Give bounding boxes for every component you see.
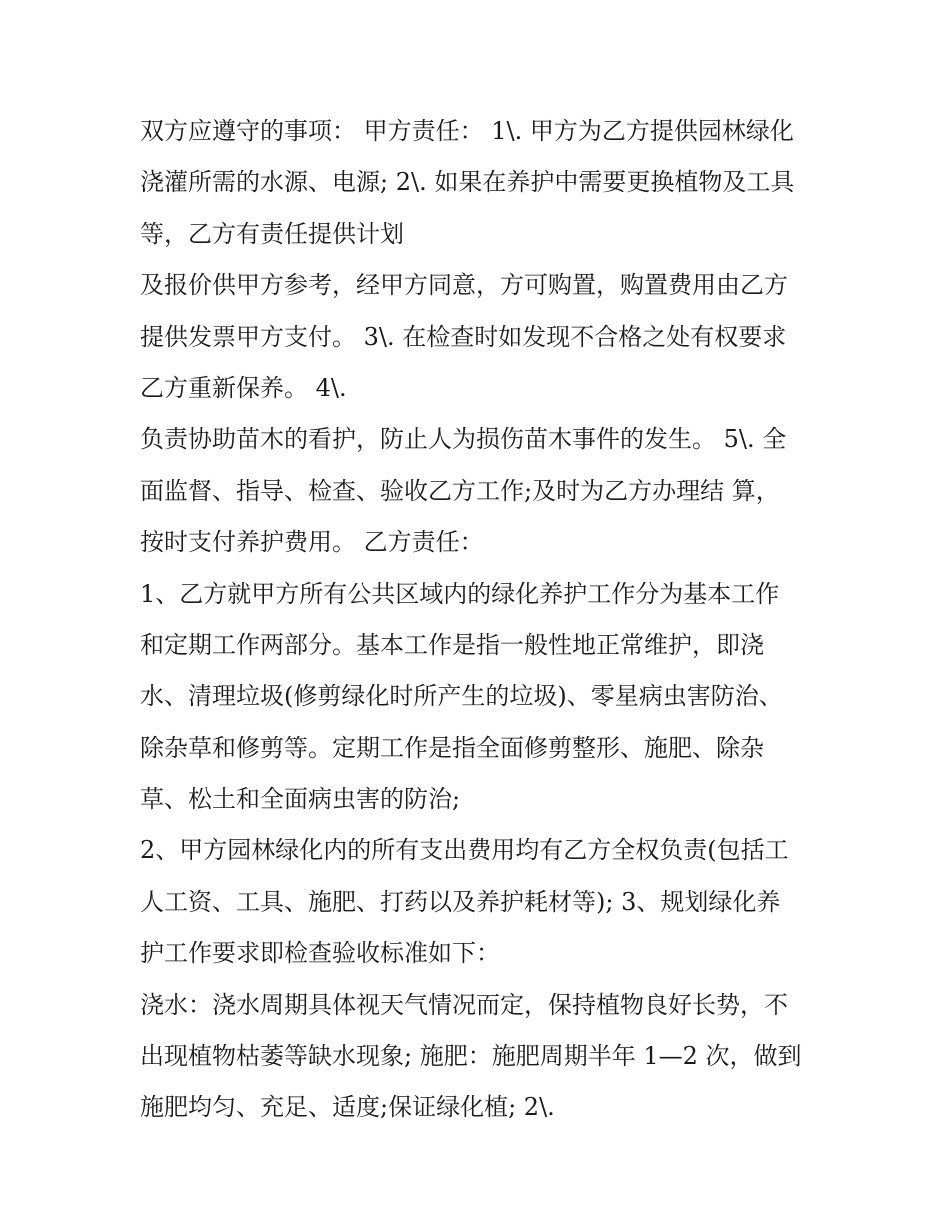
text-line: 草、松土和全面病虫害的防治; (140, 785, 461, 814)
text-line: 1、乙方就甲方所有公共区域内的绿化养护工作分为基本工作 (140, 579, 780, 608)
text-line: 提供发票甲方支付。 3\. 在检查时如发现不合格之处有权要求 (140, 322, 787, 351)
text-line: 双方应遵守的事项： 甲方责任： 1\. 甲方为乙方提供园林绿化 (140, 117, 794, 145)
text-line: 水、清理垃圾(修剪绿化时所产生的垃圾)、零星病虫害防治、 (140, 682, 783, 711)
document-body (140, 106, 820, 1134)
text-line: 护工作要求即检查验收标准如下： (140, 939, 500, 968)
text-line: 及报价供甲方参考，经甲方同意，方可购置，购置费用由乙方 (140, 271, 788, 300)
text-line: 负责协助苗木的看护，防止人为损伤苗木事件的发生。 5\. 全 (140, 425, 787, 454)
text-line: 浇灌所需的水源、电源; 2\. 如果在养护中需要更换植物及工具 (140, 168, 795, 197)
text-line: 2、甲方园林绿化内的所有支出费用均有乙方全权负责(包括工 (140, 836, 789, 865)
text-line: 除杂草和修剪等。定期工作是指全面修剪整形、施肥、除杂 (140, 733, 764, 762)
text-line: 和定期工作两部分。基本工作是指一般性地正常维护，即浇 (140, 630, 764, 659)
text-line: 施肥均匀、充足、适度;保证绿化植; 2\. (140, 1093, 555, 1122)
text-line: 面监督、指导、检查、验收乙方工作;及时为乙方办理结 算， (140, 476, 780, 505)
text-line: 等，乙方有责任提供计划 (140, 219, 404, 248)
text-line: 人工资、工具、施肥、打药以及养护耗材等); 3、规划绿化养 (140, 887, 781, 916)
text-line: 按时支付养护费用。 乙方责任： (140, 528, 484, 557)
text-line: 浇水：浇水周期具体视天气情况而定，保持植物良好长势，不 (140, 990, 788, 1019)
text-line: 乙方重新保养。 4\. (140, 373, 347, 402)
text-line: 出现植物枯萎等缺水现象; 施肥：施肥周期半年 1—2 次，做到 (140, 1042, 802, 1071)
